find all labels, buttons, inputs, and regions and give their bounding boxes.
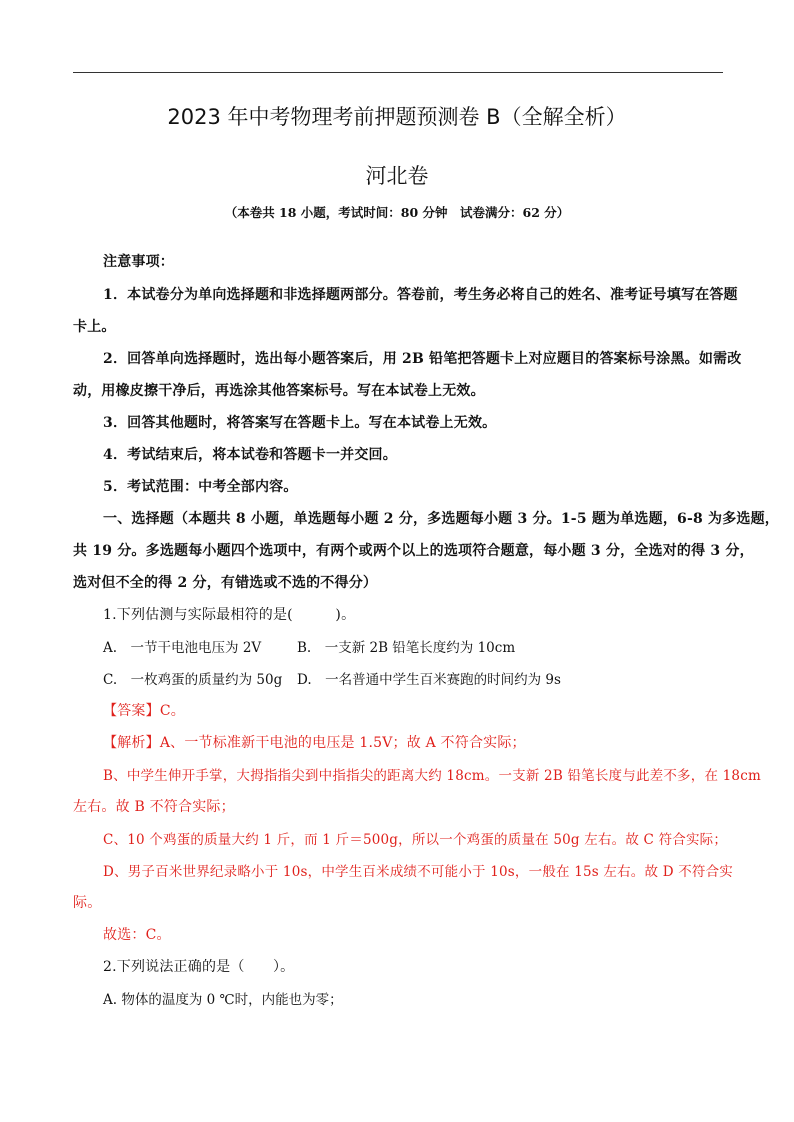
question-1-analysis-c: C、10 个鸡蛋的质量大约 1 斤，而 1 斤＝500g，所以一个鸡蛋的质量在 50g 左右。故 C 符合实际； [103, 832, 728, 848]
notice-item-2-line-2: 动，用橡皮擦干净后，再选涂其他答案标号。写在本试卷上无效。 [73, 383, 485, 399]
notice-item-1-line-2: 卡上。 [73, 319, 116, 335]
question-1-analysis-d-line-2: 际。 [73, 895, 102, 911]
section-1-line-2: 共 19 分。多选题每小题四个选项中，有两个或两个以上的选项符合题意，每小题 3 分，全选对的得 3 分， [73, 543, 754, 559]
question-1-option-c: C. 一枚鸡蛋的质量约为 50g [103, 672, 283, 688]
notice-item-3: 3．回答其他题时，将答案写在答题卡上。写在本试卷上无效。 [103, 415, 497, 431]
page-subtitle: 河北卷 [365, 164, 429, 188]
section-1-line-3: 选对但不全的得 2 分，有错选或不选的不得分） [73, 575, 378, 591]
question-1-option-a: A. 一节干电池电压为 2V [103, 640, 262, 656]
notice-item-4: 4．考试结束后，将本试卷和答题卡一并交回。 [103, 447, 397, 463]
question-1-stem: 1.下列估测与实际最相符的是( )。 [103, 607, 356, 623]
question-1-option-d: D. 一名普通中学生百米赛跑的时间约为 9s [297, 672, 561, 688]
question-1-analysis-b-line-2: 左右。故 B 不符合实际； [73, 799, 235, 815]
question-1-option-b: B. 一支新 2B 铅笔长度约为 10cm [297, 640, 516, 656]
question-1-answer [103, 700, 185, 720]
section-1-line-1: 一、选择题（本题共 8 小题，单选题每小题 2 分，多选题每小题 3 分。1-5 题为单选题，6-8 为多选题， [103, 511, 779, 527]
question-1-analysis-a [103, 732, 526, 752]
notice-item-2-line-1: 2．回答单向选择题时，选出每小题答案后，用 2B 铅笔把答题卡上对应题目的答案标号涂黑。如需改 [103, 351, 742, 367]
answer-tag: 【答案】 [103, 703, 160, 719]
analysis-tag: 【解析】 [103, 735, 160, 751]
page-title: 2023 年中考物理考前押题预测卷 B（全解全析） [167, 105, 627, 129]
analysis-a-text: A、一节标准新干电池的电压是 1.5V；故 A 不符合实际； [159, 735, 526, 751]
header-rule [73, 72, 723, 73]
notice-heading: 注意事项： [103, 254, 174, 270]
question-1-conclusion: 故选：C。 [103, 927, 171, 943]
question-2-stem: 2.下列说法正确的是（ ）。 [103, 959, 295, 975]
notice-item-1-line-1: 1．本试卷分为单向选择题和非选择题两部分。答卷前，考生务必将自己的姓名、准考证号填写在答题 [103, 287, 738, 303]
question-2-option-a: A. 物体的温度为 0 ℃时，内能也为零； [103, 992, 343, 1008]
answer-value: C。 [159, 703, 185, 719]
question-1-analysis-b-line-1: B、中学生伸开手掌，大拇指指尖到中指指尖的距离大约 18cm。一支新 2B 铅笔长度与此差不多，在 18cm [103, 768, 761, 784]
notice-item-5: 5．考试范围：中考全部内容。 [103, 479, 298, 495]
exam-meta: （本卷共 18 小题，考试时间：80 分钟 试卷满分：62 分） [224, 205, 570, 220]
question-1-analysis-d-line-1: D、男子百米世界纪录略小于 10s，中学生百米成绩不可能小于 10s，一般在 15s 左右。故 D 不符合实 [103, 864, 734, 880]
